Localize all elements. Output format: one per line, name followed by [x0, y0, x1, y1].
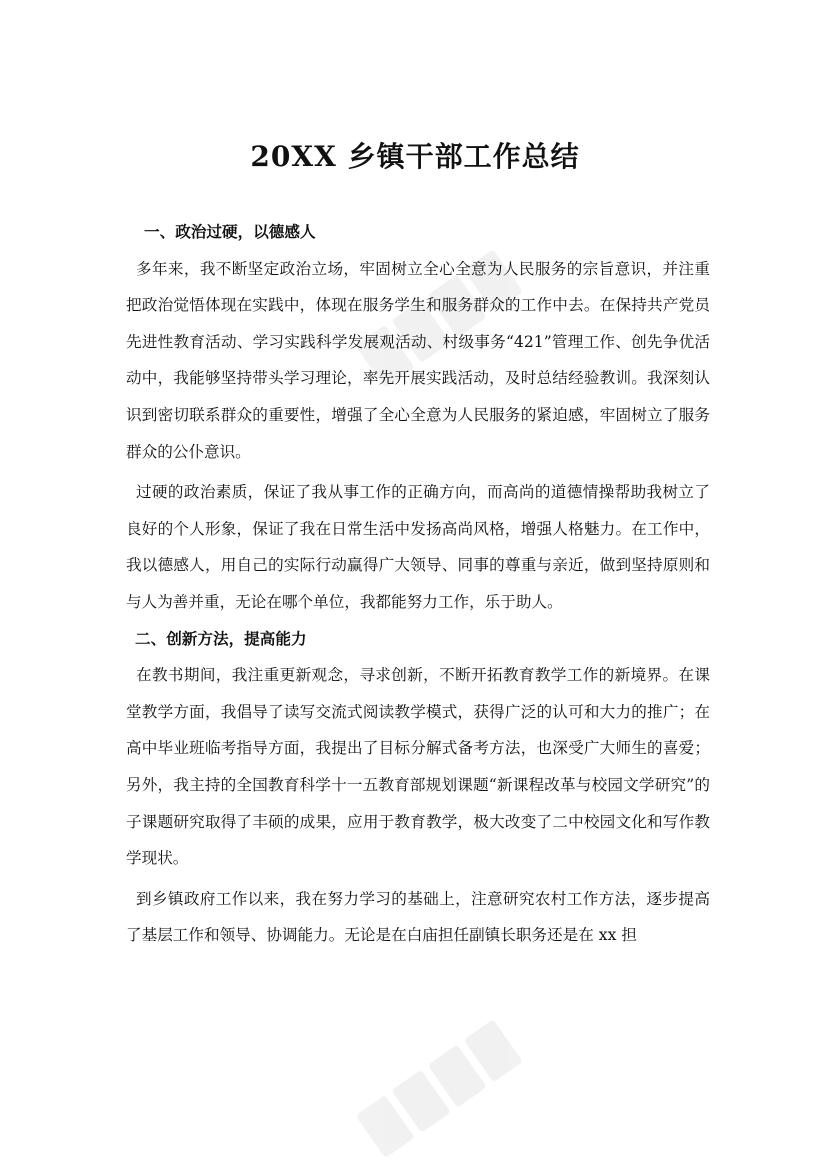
- section-heading-2: 二、创新方法，提高能力: [135, 628, 307, 648]
- section-1-paragraph-2: 过硬的政治素质，保证了我从事工作的正确方向，而高尚的道德情操帮助我树立了良好的个人形象，保证了我在日常生活中发扬高尚风格，增强人格魅力。在工作中，我以德感人，用自己的实际行动赢得广大领导、同事的尊重与亲近，做到坚持原则和与人为善并重，无论在哪个单位，我都能努力工作，乐于助人。: [126, 483, 710, 611]
- document-body: [126, 214, 710, 954]
- section-1-paragraph-1: 多年来，我不断坚定政治立场，牢固树立全心全意为人民服务的宗旨意识，并注重把政治觉悟体现在实践中，体现在服务学生和服务群众的工作中去。在保持共产党员先进性教育活动、学习实践科学发展观活动、村级事务“421”管理工作、创先争优活动中，我能够坚持带头学习理论，率先开展实践活动，及时总结经验教训。我深刻认识到密切联系群众的重要性，增强了全心全意为人民服务的紧迫感，牢固树立了服务群众的公仆意识。: [126, 259, 710, 461]
- section-2-paragraph-2: 到乡镇政府工作以来，我在努力学习的基础上，注意研究农村工作方法，逐步提高了基层工作和领导、协调能力。无论是在白庙担任副镇长职务还是在 xx 担: [126, 889, 710, 945]
- section-heading-1: 一、政治过硬，以德感人: [144, 222, 316, 241]
- section-2-paragraph-1: 在教书期间，我注重更新观念，寻求创新，不断开拓教育教学工作的新境界。在课堂教学方面，我倡导了读写交流式阅读教学模式，获得广泛的认可和大力的推广；在高中毕业班临考指导方面，我提出了目标分解式备考方法，也深受广大师生的喜爱；另外，我主持的全国教育科学十一五教育部规划课题“新课程改革与校园文学研究”的子课题研究取得了丰硕的成果，应用于教育教学，极大改变了二中校园文化和写作教学现状。: [126, 666, 710, 868]
- document-title: 20XX 乡镇干部工作总结: [250, 139, 580, 173]
